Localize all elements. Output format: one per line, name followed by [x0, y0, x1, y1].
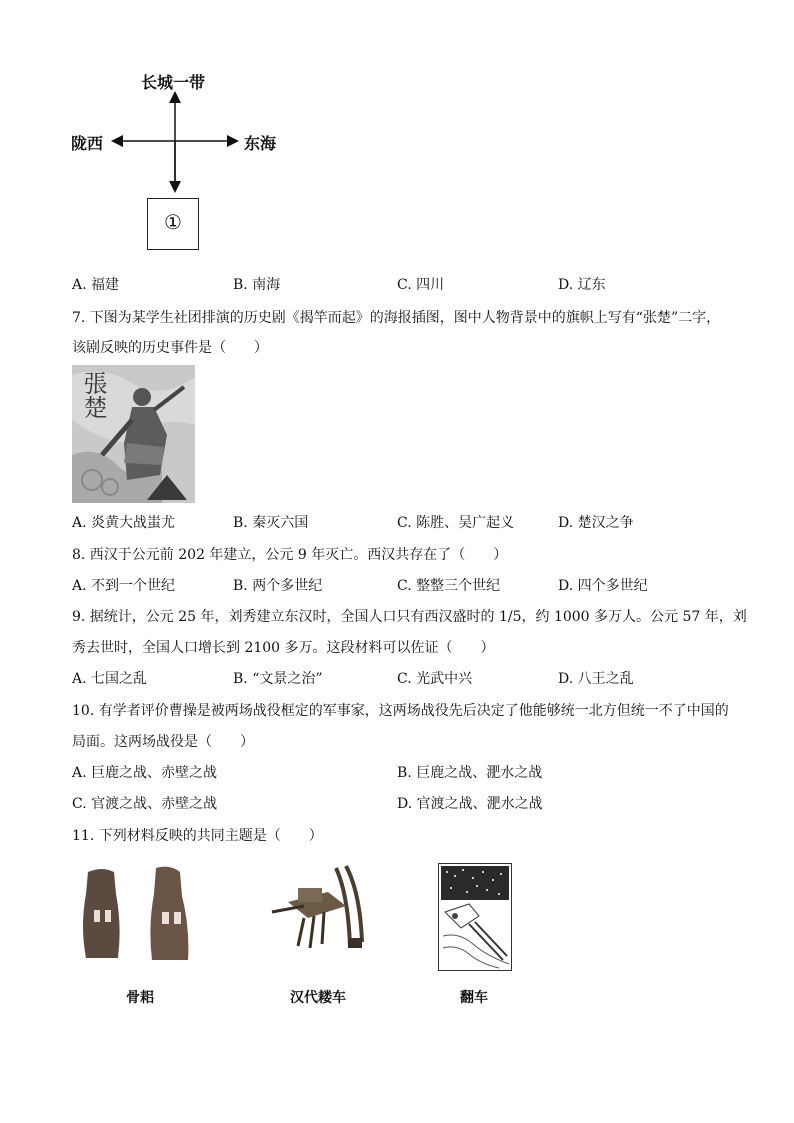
unknown-region-box [147, 198, 199, 250]
diagram-label-east: 东海 [244, 134, 277, 153]
bone-spade-image [78, 866, 196, 964]
q6-option-b[interactable]: B. 南海 [233, 277, 281, 293]
q9-stem-line1: 9. 据统计，公元 25 年，刘秀建立东汉时，全国人口只有西汉盛时的 1/5，约 1000 多万人。公元 57 年，刘 [72, 609, 747, 625]
q7-option-a[interactable]: A. 炎黄大战蚩尤 [72, 515, 176, 531]
q11-stem-line1: 11. 下列材料反映的共同主题是（ ） [72, 828, 323, 844]
q8-option-b[interactable]: B. 两个多世纪 [233, 578, 323, 594]
q9-option-a[interactable]: A. 七国之乱 [72, 671, 148, 687]
q6-option-c[interactable]: C. 四川 [397, 277, 445, 293]
q8-stem-line1: 8. 西汉于公元前 202 年建立，公元 9 年灭亡。西汉共存在了（ ） [72, 547, 508, 563]
seed-drill-image [268, 862, 378, 954]
banner-text: 張楚 [79, 371, 107, 419]
q9-option-c[interactable]: C. 光武中兴 [397, 671, 473, 687]
q10-option-c[interactable]: C. 官渡之战、赤壁之战 [72, 796, 218, 812]
diagram-label-west: 陇西 [71, 134, 104, 153]
chain-pump-image [438, 863, 512, 971]
q8-option-d[interactable]: D. 四个多世纪 [558, 578, 648, 594]
box-marker: ① [164, 210, 182, 234]
q7-option-b[interactable]: B. 秦灭六国 [233, 515, 309, 531]
q8-option-a[interactable]: A. 不到一个世纪 [72, 578, 176, 594]
q7-stem-line2: 该剧反映的历史事件是（ ） [72, 340, 268, 356]
q10-stem-line1: 10. 有学者评价曹操是被两场战役框定的军事家，这两场战役先后决定了他能够统一北方但统一不了中国的 [72, 703, 729, 719]
caption-bone-spade: 骨耜 [126, 990, 154, 1006]
diagram-label-north: 长城一带 [141, 73, 206, 92]
q10-option-b[interactable]: B. 巨鹿之战、淝水之战 [397, 765, 543, 781]
caption-chain-pump: 翻车 [460, 990, 488, 1006]
q7-option-d[interactable]: D. 楚汉之争 [558, 515, 634, 531]
q10-option-d[interactable]: D. 官渡之战、淝水之战 [397, 796, 543, 812]
q10-option-a[interactable]: A. 巨鹿之战、赤壁之战 [72, 765, 218, 781]
q9-stem-line2: 秀去世时，全国人口增长到 2100 多万。这段材料可以佐证（ ） [72, 640, 495, 656]
q7-stem-line1: 7. 下图为某学生社团排演的历史剧《揭竿而起》的海报插图，图中人物背景中的旗帜上写有“张楚”二字， [72, 310, 721, 326]
q9-option-d[interactable]: D. 八王之乱 [558, 671, 634, 687]
poster-illustration [72, 365, 195, 503]
cross-arrows [110, 90, 240, 195]
caption-seed-drill: 汉代耧车 [290, 990, 346, 1006]
q10-stem-line2: 局面。这两场战役是（ ） [72, 734, 254, 750]
q6-option-d[interactable]: D. 辽东 [558, 277, 606, 293]
q7-option-c[interactable]: C. 陈胜、吴广起义 [397, 515, 515, 531]
q6-option-a[interactable]: A. 福建 [72, 277, 120, 293]
q9-option-b[interactable]: B. “文景之治” [233, 671, 323, 687]
q8-option-c[interactable]: C. 整整三个世纪 [397, 578, 501, 594]
